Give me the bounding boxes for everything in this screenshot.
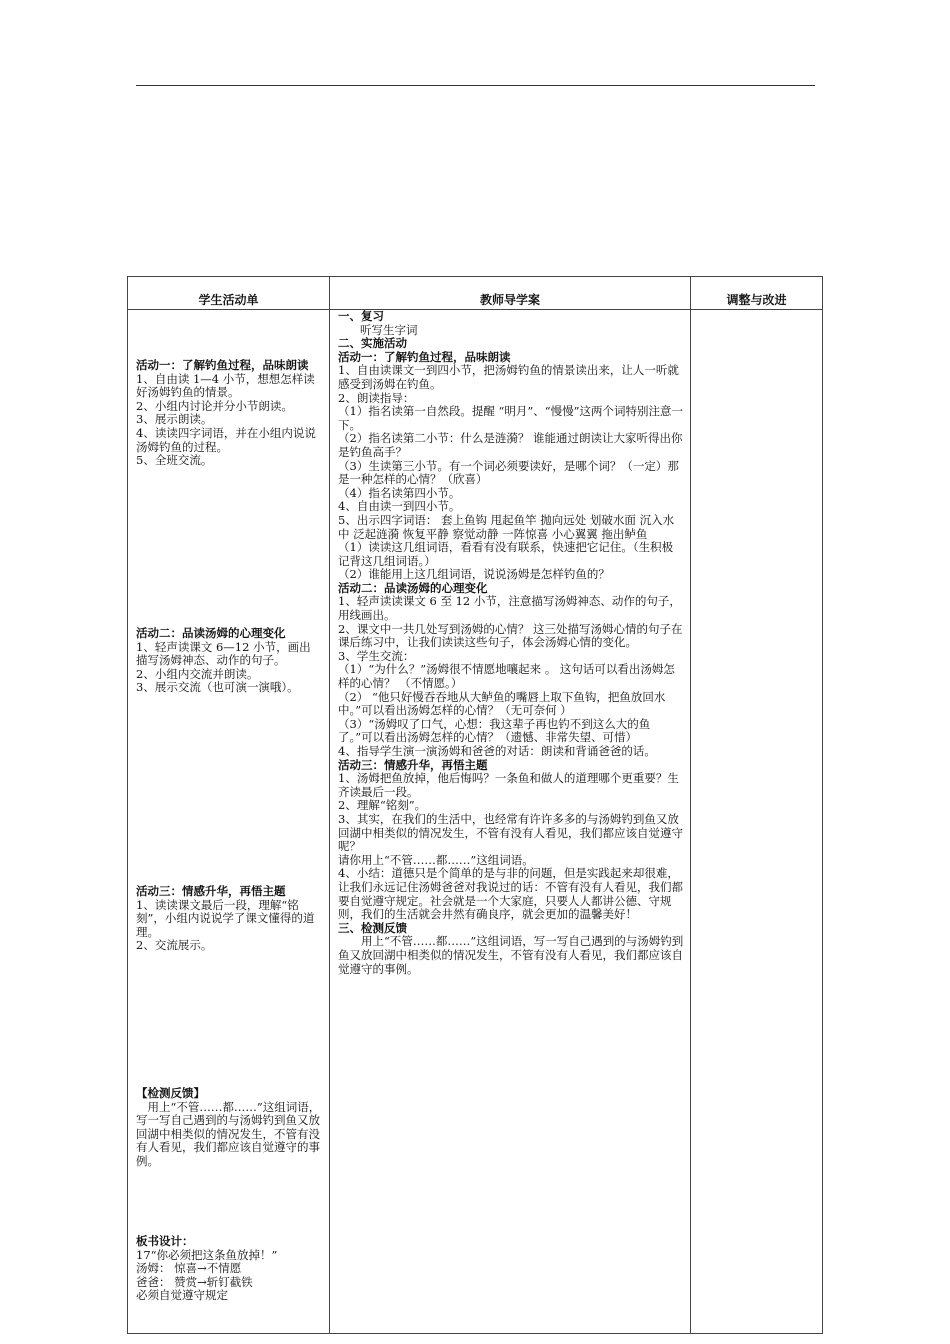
teacher-line: （1）“为什么？”汤姆很不情愿地嚷起来 。 这句话可以看出汤姆怎样的心情？ （不情愿。） xyxy=(338,662,675,691)
teacher-line: 4、自由读一到四小节。 xyxy=(338,499,461,514)
teacher-line: 5、出示四字词语： 套上鱼钩 甩起鱼竿 抛向远处 划破水面 沉入水中 泛起涟漪 恢复平静 察觉动静 一阵惊喜 小心翼翼 拖出鲈鱼 xyxy=(338,512,675,541)
teacher-line: 1、汤姆把鱼放掉，他后悔吗？一条鱼和做人的道理哪个更重要？生齐读最后一段。 xyxy=(338,771,679,799)
list-item: 4、读读四字词语，并在小组内说说汤姆钓鱼的过程。 xyxy=(136,425,316,454)
teacher-activity2-title: 活动二：品读汤姆的心理变化 xyxy=(338,580,488,595)
teacher-section3-text: 用上“不管……都……”这组词语，写一写自己遇到的与汤姆钓到鱼又放回湖中相类似的情况发生，不管有没有人看见，我们都应该自觉遵守的事例。 xyxy=(338,934,684,976)
board-line: 爸爸： 赞赏→斩钉截铁 xyxy=(136,1274,253,1289)
list-item: 1、自由读 1—4 小节，想想怎样读好汤姆钓鱼的情景。 xyxy=(136,371,315,400)
board-design-title: 板书设计： xyxy=(136,1234,194,1248)
teacher-column xyxy=(338,310,684,976)
teacher-line: 2、朗读指导： xyxy=(338,390,415,405)
list-item: 2、交流展示。 xyxy=(136,938,213,953)
teacher-line: （3）生读第三小节。有一个词必须要读好，是哪个词？（一定）那是一种怎样的心情？（欣喜） xyxy=(338,458,679,487)
teacher-line: （2） “他只好慢吞吞地从大鲈鱼的嘴唇上取下鱼钩，把鱼放回水中。”可以看出汤姆怎样的心情？（无可奈何 ） xyxy=(338,689,666,718)
student-activity2-title: 活动二：品读汤姆的心理变化 xyxy=(136,626,286,640)
student-column xyxy=(136,359,322,468)
list-item: 5、全班交流。 xyxy=(136,453,213,468)
teacher-line: （3）“汤姆叹了口气，心想：我这辈子再也钓不到这么大的鱼了。”可以看出汤姆怎样的心情？（遗憾、非常失望、可惜） xyxy=(338,716,651,745)
list-item: 2、小组内讨论并分小节朗读。 xyxy=(136,398,293,413)
teacher-line: 3、学生交流： xyxy=(338,648,415,663)
list-item: 1、轻声读课文 6—12 小节，画出描写汤姆神态、动作的句子。 xyxy=(136,639,311,668)
teacher-line: 1、轻声读读课文 6 至 12 小节，注意描写汤姆神态、动作的句子，用线画出。 xyxy=(338,594,681,623)
column-divider xyxy=(329,277,330,1333)
teacher-line: 2、理解“铭刻”。 xyxy=(338,798,427,813)
header-student-activity: 学生活动单 xyxy=(198,293,259,307)
teacher-line: （2）谁能用上这几组词语，说说汤姆是怎样钓鱼的？ xyxy=(338,567,610,582)
teacher-line: 4、小结：道德只是个简单的是与非的问题，但是实践起来却很难，让我们永远记住汤姆爸爸对我说过的话：不管有没有人看见，我们都要自觉遵守规定。社会就是一个大家庭，只要人人都讲公德、守规则，我们的生活就会井然有确良序，就会更加的温馨美好！ xyxy=(338,866,683,922)
teacher-line: 请你用上“不管……都……”这组词语。 xyxy=(338,852,534,867)
student-feedback-text: 用上“不管……都……”这组词语，写一写自己遇到的与汤姆钓到鱼又放回湖中相类似的情况发生，不管有没有人看见，我们都应该自觉遵守的事例。 xyxy=(136,1099,321,1168)
student-feedback-title: 【检测反馈】 xyxy=(136,1086,205,1100)
teacher-section2-title: 二、实施活动 xyxy=(338,336,407,351)
teacher-line: 3、其实，在我们的生活中，也经常有许许多多的与汤姆钓到鱼又放回湖中相类似的情况发生，不管有没有人看见，我们都应该自觉遵守呢？ xyxy=(338,811,683,854)
teacher-activity1-title: 活动一：了解钓鱼过程，品味朗读 xyxy=(338,349,511,364)
list-item: 3、展示朗读。 xyxy=(136,412,213,427)
teacher-line: （1）指名读第一自然段。提醒 “明月”、“慢慢”这两个词特别注意一下。 xyxy=(338,404,683,432)
board-line: 汤姆： 惊喜→不情愿 xyxy=(136,1261,242,1276)
teacher-activity3-title: 活动三：情感升华，再悟主题 xyxy=(338,757,488,772)
student-column xyxy=(136,1235,322,1303)
teacher-section1-title: 一、复习 xyxy=(338,309,384,323)
teacher-line: 1、自由读课文一到四小节，把汤姆钓鱼的情景读出来，让人一听就感受到汤姆在钓鱼。 xyxy=(338,363,679,391)
teacher-line: 4、指导学生演一演汤姆和爸爸的对话：朗读和背诵爸爸的话。 xyxy=(338,744,656,758)
student-activity1-title: 活动一：了解钓鱼过程，品味朗读 xyxy=(136,358,309,372)
teacher-line: 2、课文中一共几处写到汤姆的心情？ 这三处描写汤姆心情的句子在课后练习中，让我们读读这些句子，体会汤姆心情的变化。 xyxy=(338,621,683,650)
list-item: 3、展示交流（也可演一演哦）。 xyxy=(136,680,299,695)
list-item: 1、读读课文最后一段，理解“铭刻”，小组内说说学了课文懂得的道理。 xyxy=(136,897,315,939)
page-header-rule xyxy=(136,85,815,86)
teacher-section1-text: 听写生字词 xyxy=(360,322,418,337)
lesson-plan-table xyxy=(127,276,823,1334)
board-line: 必须自觉遵守规定 xyxy=(136,1288,228,1303)
teacher-line: （4）指名读第四小节。 xyxy=(338,485,461,500)
teacher-line: （2）指名读第二小节：什么是涟漪？ 谁能通过朗读让大家听得出你是钓鱼高手？ xyxy=(338,431,683,459)
student-column xyxy=(136,1087,322,1169)
teacher-line: （1）读读这几组词语，看看有没有联系，快速把它记住。（生积极记背这几组词语。） xyxy=(338,540,674,568)
board-line: 17“你必须把这条鱼放掉！” xyxy=(136,1247,278,1262)
teacher-section3-title: 三、检测反馈 xyxy=(338,920,407,935)
header-teacher-guide: 教师导学案 xyxy=(479,293,540,307)
student-column xyxy=(136,627,322,695)
list-item: 2、小组内交流并朗读。 xyxy=(136,666,259,681)
student-activity3-title: 活动三：情感升华，再悟主题 xyxy=(136,884,286,898)
column-divider xyxy=(690,277,691,1333)
student-column xyxy=(136,885,322,953)
header-adjustment: 调整与改进 xyxy=(726,293,787,307)
